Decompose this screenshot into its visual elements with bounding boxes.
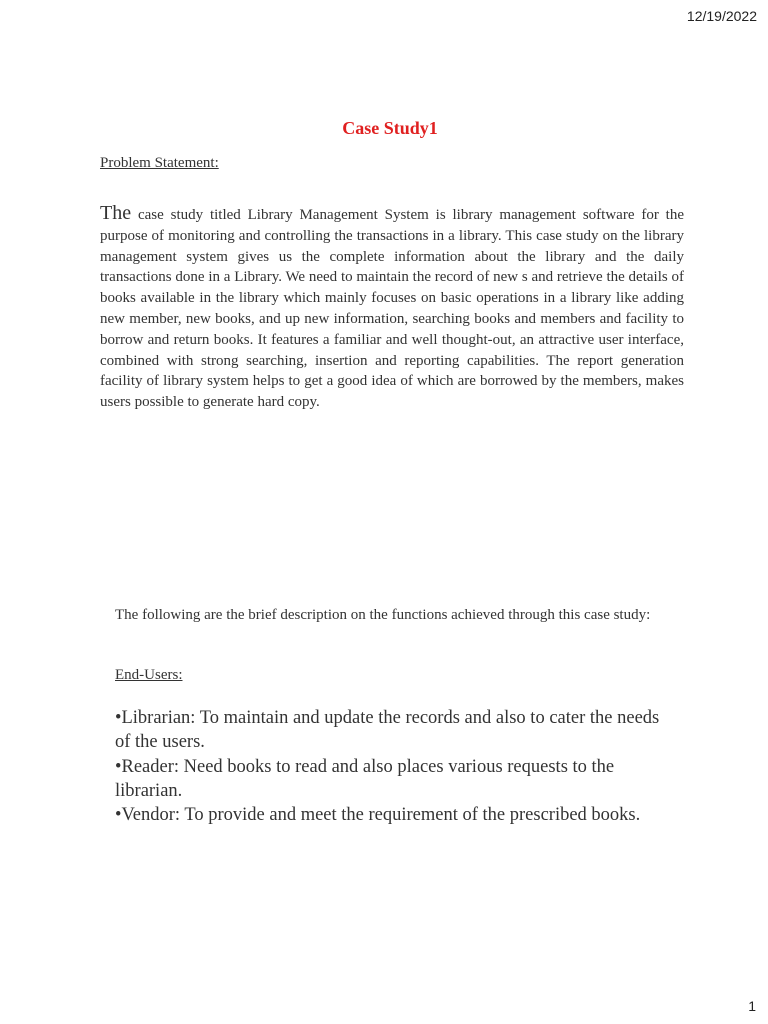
end-user-librarian: •Librarian: To maintain and update the records and also to cater the needs of the users. (115, 708, 660, 753)
end-user-vendor: •Vendor: To provide and meet the requirement of the prescribed books. (115, 805, 641, 826)
page-number: 1 (748, 998, 756, 1014)
slide-title: Case Study1 (342, 118, 438, 138)
problem-statement-paragraph (100, 203, 684, 413)
statement-first-word: The (100, 202, 132, 224)
end-users-heading: End-Users: (115, 667, 183, 683)
functions-intro-text: The following are the brief description on the functions achieved through this case study: (115, 607, 651, 623)
end-users-list (115, 706, 675, 827)
slide-date: 12/19/2022 (686, 8, 757, 24)
problem-statement-heading: Problem Statement: (100, 155, 219, 171)
statement-body: case study titled Library Management System is library management software for the purpose of monitoring and controlling the transactions in a library. This case study on the library management system gives us the complete information about the library and the daily transactions done in a Library. We need to maintain the record of new s and retrieve the details of books available in the library which mainly focuses on basic operations in a library like adding new member, new books, and up new information, searching books and members and facility to borrow and return books. It features a familiar and well thought-out, an attractive user interface, combined with strong searching, insertion and reporting capabilities. The report generation facility of library system helps to get a good idea of which are borrowed by the members, makes users possible to generate hard copy. (100, 207, 684, 411)
end-user-reader: •Reader: Need books to read and also places various requests to the librarian. (115, 756, 615, 801)
